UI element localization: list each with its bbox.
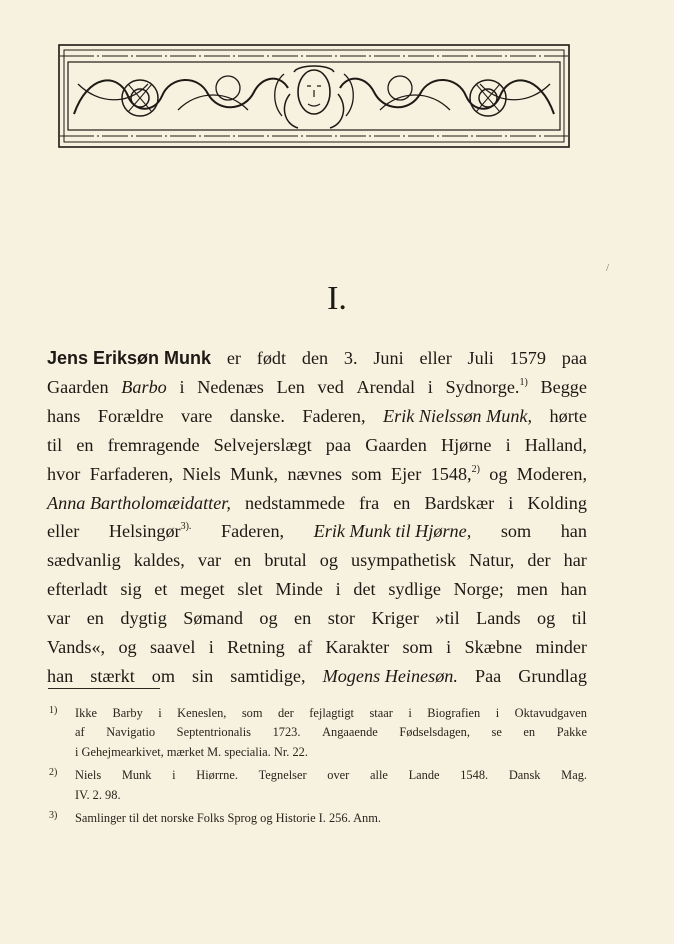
word: Begge — [540, 376, 587, 397]
footnote-word: Keneslen, — [177, 706, 227, 720]
word: som — [351, 463, 382, 484]
word: den — [301, 348, 329, 368]
word: Kolding — [527, 492, 587, 513]
word: han — [560, 521, 587, 542]
text-line — [47, 517, 587, 546]
footnote-word: Lande — [408, 768, 440, 783]
word: Juli — [467, 348, 494, 368]
word: en — [86, 608, 104, 629]
word: Norge; — [453, 579, 504, 600]
footnote-word: 1723. — [272, 725, 301, 740]
word: i — [208, 637, 214, 658]
word: ved — [317, 376, 344, 397]
word: og — [537, 608, 556, 629]
word: og — [319, 550, 338, 571]
footnote-ref: 2) — [471, 463, 480, 475]
footnote-word: Dansk — [508, 768, 541, 783]
word: hørte — [549, 405, 587, 426]
footnote-line: Samlinger til det norske Folks Sprog og Historie I. 256. Anm. — [75, 811, 381, 826]
word: hans — [47, 405, 81, 426]
footnote-word: over — [327, 768, 350, 783]
footnote-word: i — [495, 706, 500, 720]
word: Paa — [474, 665, 502, 686]
word: Vands«, — [47, 637, 106, 658]
body-text — [47, 344, 587, 691]
word: eller — [47, 521, 80, 542]
word: kaldes, — [133, 550, 185, 571]
word: Karakter — [325, 637, 390, 658]
italic-word: Erik Nielssøn Munk, — [383, 405, 533, 426]
word: sydlige — [388, 579, 441, 600]
word: Lands — [476, 608, 521, 629]
word: han — [47, 665, 74, 686]
word: Retning — [227, 637, 285, 658]
word: Farfaderen, — [89, 463, 173, 484]
word: der — [527, 550, 551, 571]
footnote-word: Oktavudgaven — [514, 706, 587, 720]
word: Juni — [373, 348, 404, 368]
word: født — [256, 348, 287, 368]
word: Forældre — [97, 405, 164, 426]
footnote-word: Fødselsdagen, — [399, 725, 470, 740]
footnote-word: Munk — [121, 768, 152, 783]
word: nedstammede — [244, 492, 345, 513]
footnote-word: Biografien — [427, 706, 481, 720]
word: Gaarden — [47, 376, 109, 397]
word: og — [259, 608, 278, 629]
word: efterladt — [47, 579, 108, 600]
word: danske. — [229, 405, 285, 426]
word: eller — [419, 348, 452, 368]
footnote-1 — [47, 704, 587, 762]
word: dygtig — [120, 608, 167, 629]
footnote-line: i Gehejmearkivet, mærket M. specialia. Nr. 22. — [75, 744, 308, 759]
author-name: Jens Eriksøn Munk — [47, 348, 212, 368]
footnote-mark: 2) — [49, 767, 58, 779]
word: Faderen, — [220, 521, 285, 542]
footnote-word: Tegnelser — [258, 768, 307, 783]
footnote-3 — [47, 809, 587, 828]
text-line — [47, 431, 587, 460]
word: han — [560, 579, 587, 600]
footnote-word: i — [408, 706, 412, 720]
word: fra — [359, 492, 380, 513]
footnote-2 — [47, 766, 587, 805]
word: 1548, — [430, 463, 472, 484]
word: som — [500, 521, 532, 542]
word: en — [393, 492, 411, 513]
footnote-word: fejlagtigt — [309, 706, 354, 720]
footnote-line — [75, 766, 587, 785]
word: i — [179, 376, 185, 397]
word: brutal — [264, 550, 307, 571]
word: samtidige, — [230, 665, 306, 686]
footnote-word: som — [241, 706, 263, 720]
text-line — [47, 575, 587, 604]
word: Niels — [182, 463, 221, 484]
footnote-line — [75, 723, 587, 742]
word: Skæbne — [464, 637, 523, 658]
chapter-heading: I. — [327, 280, 347, 317]
word: i — [508, 492, 514, 513]
word: af — [298, 637, 313, 658]
italic-word: Anna Bartholomæidatter, — [47, 492, 231, 513]
word: men — [516, 579, 548, 600]
word: vare — [181, 405, 213, 426]
footnote-word: se — [491, 725, 502, 740]
ornamental-headpiece — [58, 44, 570, 148]
footnote-word: i — [158, 706, 162, 720]
word: Halland, — [524, 434, 587, 455]
word: saavel — [149, 637, 196, 658]
word: Hjørne — [440, 434, 492, 455]
word: som — [402, 637, 433, 658]
text-line — [47, 604, 587, 633]
word: i — [505, 434, 511, 455]
text-line — [47, 344, 587, 373]
word: nævnes — [287, 463, 342, 484]
text-line — [47, 489, 587, 518]
italic-word: Barbo — [121, 376, 167, 397]
word: et — [154, 579, 168, 600]
footnote-word: Ikke — [75, 706, 98, 720]
footnote-word: af — [75, 725, 85, 740]
text-line — [47, 460, 587, 489]
text-line — [47, 662, 587, 691]
word: 3. — [343, 348, 358, 368]
word: sig — [120, 579, 142, 600]
footnote-ref: 3). — [180, 521, 192, 533]
word: usympathetisk — [351, 550, 457, 571]
footnote-word: Angaaende — [322, 725, 378, 740]
word: Bardskær — [424, 492, 495, 513]
text-line — [47, 546, 587, 575]
word: Nedenæs — [197, 376, 264, 397]
word: og — [118, 637, 137, 658]
footnote-word: staar — [369, 706, 393, 720]
word: i — [427, 376, 433, 397]
footnote-line — [75, 704, 587, 723]
italic-word: Mogens Heinesøn. — [322, 665, 458, 686]
footnote-word: Pakke — [556, 725, 587, 740]
word: fremragende — [107, 434, 200, 455]
footnote-divider — [48, 688, 160, 689]
word: »til — [435, 608, 460, 629]
text-line — [47, 633, 587, 662]
word: var — [197, 550, 222, 571]
word: hvor — [47, 463, 81, 484]
word: Natur, — [469, 550, 515, 571]
word: til — [571, 608, 587, 629]
word: Minde — [275, 579, 323, 600]
word: var — [47, 608, 71, 629]
italic-word: Erik Munk til Hjørne, — [313, 521, 472, 542]
footnote-ref: 1) — [519, 376, 528, 388]
word: en — [76, 434, 94, 455]
word: Moderen, — [516, 463, 587, 484]
footnote-word: i — [172, 768, 176, 783]
word: det — [353, 579, 376, 600]
word: om — [151, 665, 176, 686]
footnote-word: Hiørrne. — [196, 768, 238, 783]
word: Selvejerslægt — [213, 434, 312, 455]
footnote-word: Barby — [112, 706, 143, 720]
word: meget — [180, 579, 225, 600]
footnote-word: Navigatio — [106, 725, 156, 740]
word: en — [294, 608, 312, 629]
word: Sydnorge. — [445, 376, 520, 397]
footnote-word: 1548. — [460, 768, 489, 783]
word: stor — [327, 608, 355, 629]
word: til — [47, 434, 63, 455]
word: Grundlag — [518, 665, 587, 686]
word: har — [563, 550, 587, 571]
word: stærkt — [90, 665, 135, 686]
footnote-word: Niels — [75, 768, 102, 783]
word: i — [335, 579, 341, 600]
word: Sømand — [183, 608, 243, 629]
word: slet — [237, 579, 263, 600]
footnote-word: der — [277, 706, 294, 720]
word: Ejer — [391, 463, 422, 484]
word: Munk, — [230, 463, 279, 484]
word: paa — [325, 434, 352, 455]
footnote-word: Septentrionalis — [176, 725, 252, 740]
footnote-word: alle — [370, 768, 388, 783]
word: sædvanlig — [47, 550, 121, 571]
word: Kriger — [371, 608, 419, 629]
word: paa — [561, 348, 587, 368]
word: en — [234, 550, 252, 571]
text-line — [47, 373, 587, 402]
word: Len — [276, 376, 305, 397]
word: Gaarden — [365, 434, 427, 455]
word: minder — [535, 637, 587, 658]
word: er — [226, 348, 241, 368]
footnote-mark: 1) — [49, 705, 58, 716]
stray-mark: / — [606, 262, 610, 274]
footnote-line: IV. 2. 98. — [75, 787, 121, 802]
word: sin — [192, 665, 214, 686]
word: Faderen, — [302, 405, 366, 426]
word: i — [446, 637, 452, 658]
footnotes — [47, 704, 587, 832]
footnote-word: Mag. — [561, 768, 587, 783]
word: 1579 — [509, 348, 546, 368]
footnote-mark: 3) — [49, 810, 58, 822]
footnote-word: en — [523, 725, 536, 740]
word: Arendal — [356, 376, 416, 397]
word: Helsingør — [108, 521, 181, 542]
word: og — [489, 463, 508, 484]
text-line — [47, 402, 587, 431]
